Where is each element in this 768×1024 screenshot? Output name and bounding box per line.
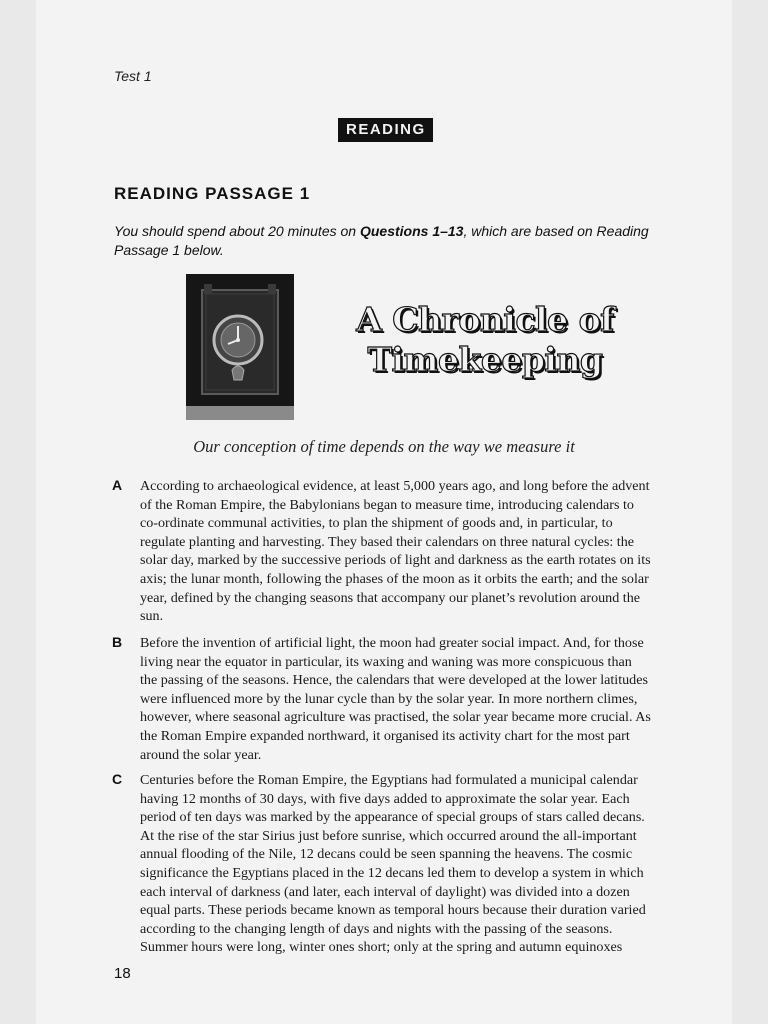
paragraph-text: Centuries before the Roman Empire, the Egyptians had formulated a municipal calendar having 12 months of 30 days, with five days added to approximate the solar year. Each period of ten days was marked by the appearance of special groups of stars called decans. At the rise of the star Sirius just before sunrise, which occurred around the all-important annual flooding of the Nile, 12 decans could be seen spanning the heavens. The cosmic significance the Egyptians placed in the 12 decans led them to develop a system in which each interval of darkness (and later, each interval of daylight) was divided into a dozen equal parts. These periods became known as temporal hours because their duration varied according to the changing length of days and nights with the passing of the seasons. Summer hours were long, winter ones short; only at the spring and autumn equinoxes (140, 772, 646, 956)
section-badge: READING (338, 118, 433, 142)
paragraph-text: According to archaeological evidence, at least 5,000 years ago, and long before the advent of the Roman Empire, the Babylonians began to measure time, introducing calendars to co-ordinate communal activities, to plan the shipment of goods and, in particular, to regulate planting and harvesting. They based their calendars on three natural cycles: the solar day, marked by the successive periods of light and darkness as the earth rotates on its axis; the lunar month, following the phases of the moon as it orbits the earth; and the solar year, defined by the changing seasons that accompany our planet’s revolution around the sun. (140, 478, 651, 625)
page-number: 18 (114, 965, 131, 982)
paragraph-letter: A (112, 477, 123, 493)
paragraph-letter: C (112, 771, 123, 787)
paragraph-c (112, 771, 652, 957)
paragraph-b (112, 634, 652, 764)
instructions-pre: You should spend about 20 minutes on (114, 223, 360, 239)
paragraph-text: Before the invention of artificial light, the moon had greater social impact. And, for those living near the equator in particular, its waxing and waning was more conspicuous than the passing of the seasons. Hence, the calendars that were developed at the lower latitudes were influenced more by the lunar cycle than by the solar year. In more northern climes, however, where seasonal agriculture was practised, the solar year became more crucial. As the Roman Empire expanded northward, it organised its activity chart for the most part around the solar year. (140, 635, 651, 763)
clock-photo (186, 274, 294, 420)
test-label: Test 1 (114, 68, 152, 84)
passage-title-line2: Timekeeping (367, 340, 603, 379)
clock-illustration (186, 274, 294, 420)
paragraph-letter: B (112, 634, 123, 650)
passage-title-line1: A Chronicle of (356, 300, 614, 339)
instructions-questions: Questions 1–13 (359, 223, 464, 239)
passage-subtitle: Our conception of time depends on the way we measure it (193, 437, 575, 456)
paragraph-a (112, 477, 652, 626)
instructions (114, 222, 674, 260)
passage-heading: READING PASSAGE 1 (114, 184, 311, 203)
instructions-post: , which are based on Reading Passage 1 below. (114, 223, 649, 258)
passage-title (320, 300, 650, 380)
